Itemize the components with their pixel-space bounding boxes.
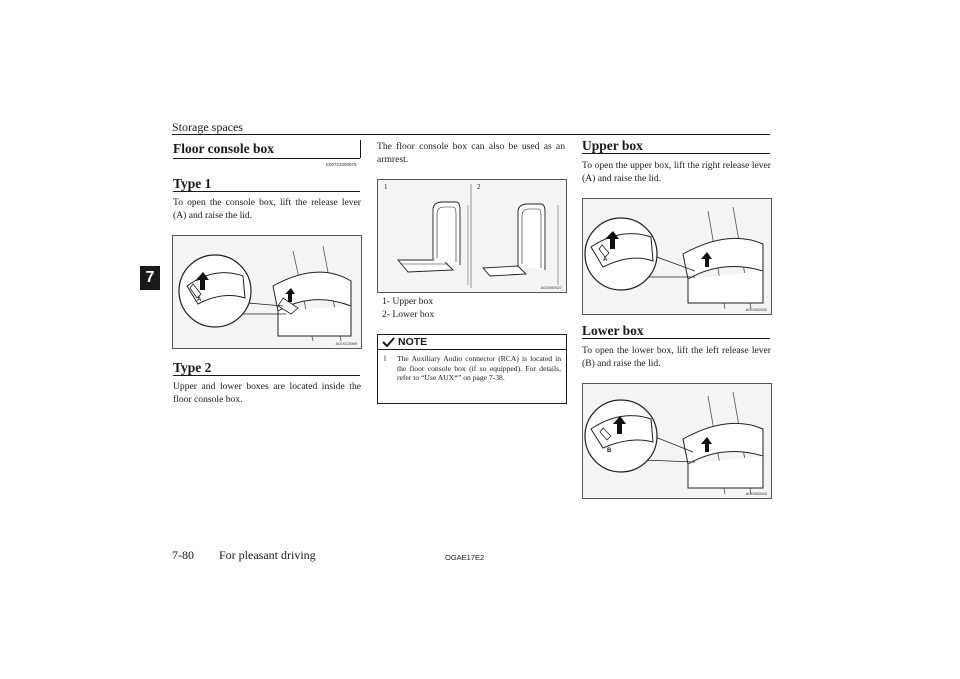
type2-instructions: Upper and lower boxes are located inside the floor console box.: [173, 381, 361, 405]
figure-number-1: 1: [384, 183, 388, 191]
note-text: The Auxiliary Audio connector (RCA) is located in the floor console box (if so equipped). For details, refer to “Use AUX*” on page 7-38.: [397, 354, 561, 383]
note-bullet-icon: l: [384, 355, 386, 363]
lower-box-instructions: To open the lower box, lift the left release lever (B) and raise the lid.: [582, 345, 771, 369]
title-side-bar: [360, 140, 361, 158]
lower-box-illustration: [582, 383, 772, 499]
floor-console-box-title: Floor console box: [173, 141, 274, 156]
upper-box-heading: Upper box: [582, 138, 643, 153]
lower-box-underline: [582, 338, 770, 339]
type2-underline: [173, 375, 360, 376]
type1-callout-a: A: [197, 297, 202, 303]
note-box: [377, 334, 567, 404]
header-rule: [172, 134, 770, 135]
upper-box-underline: [582, 153, 770, 154]
note-header: [378, 335, 566, 350]
upper-callout-a: A: [603, 257, 608, 263]
footer-chapter-title: For pleasant driving: [219, 548, 316, 562]
title-code: E00723300978: [326, 162, 357, 167]
armrest-intro: The floor console box can also be used as an armrest.: [377, 141, 565, 165]
type2-heading: Type 2: [173, 360, 212, 375]
lower-callout-b: B: [607, 448, 612, 454]
upper-lower-box-illustration: [377, 179, 567, 293]
type1-underline: [173, 191, 360, 192]
upper-box-illustration: [582, 198, 772, 315]
footer-page-number: 7-80: [172, 548, 194, 562]
upper-box-instructions: To open the upper box, lift the right release lever (A) and raise the lid.: [582, 160, 771, 184]
chapter-tab[interactable]: 7: [140, 266, 160, 290]
note-label: NOTE: [398, 336, 428, 348]
list-item-lower-box: 2- Lower box: [382, 309, 435, 320]
footer-document-code: OGAE17E2: [445, 553, 485, 562]
title-underline: [173, 158, 360, 159]
type1-instructions: To open the console box, lift the release lever (A) and raise the lid.: [173, 197, 361, 221]
type1-heading: Type 1: [173, 176, 212, 191]
figure-number-2: 2: [477, 183, 481, 191]
list-item-upper-box: 1- Upper box: [382, 296, 434, 307]
upper-figure-code: AG0000530: [745, 307, 767, 312]
lower-figure-code: AG0000543: [745, 491, 767, 496]
type1-illustration: [172, 235, 362, 349]
armrest-figure-code: AG0000527: [540, 285, 562, 290]
type1-figure-code: AG0013989: [335, 341, 357, 346]
checkmark-icon: [382, 337, 395, 347]
section-header: Storage spaces: [172, 120, 243, 134]
lower-box-heading: Lower box: [582, 323, 644, 338]
